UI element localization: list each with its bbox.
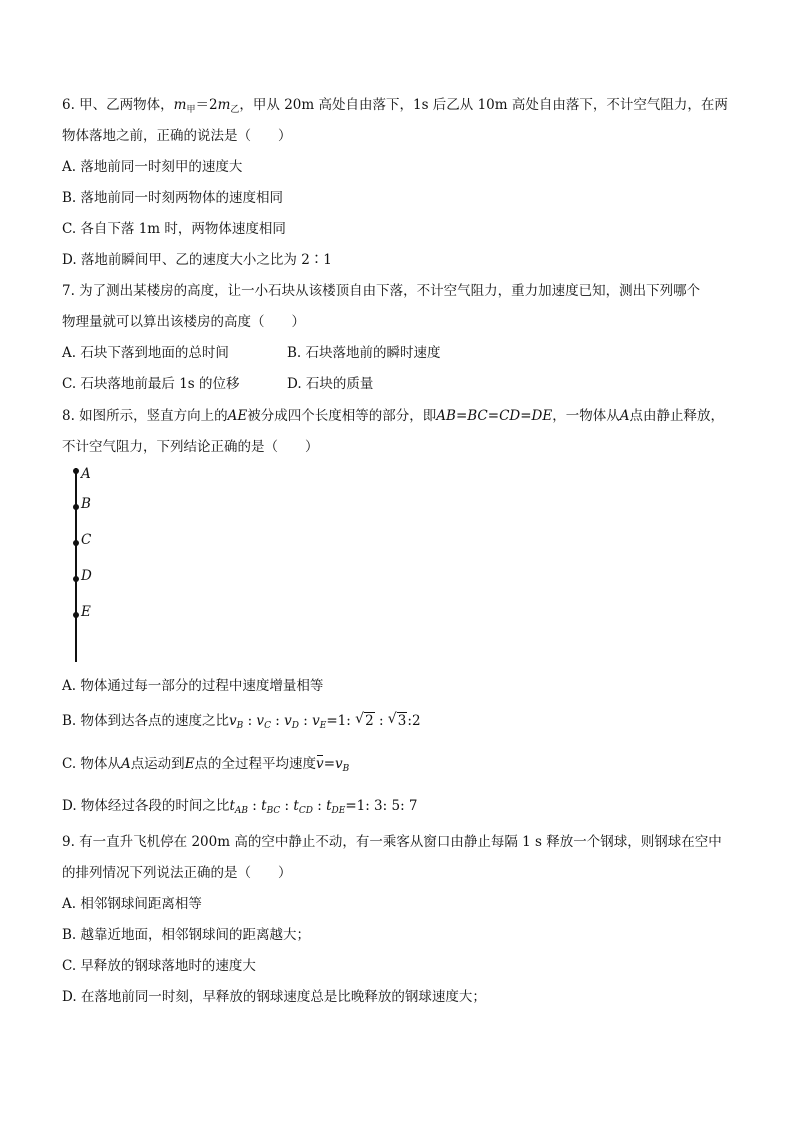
t-sub-de: DE: [331, 806, 346, 816]
q7-option-d: D. 石块的质量: [287, 376, 374, 392]
v-sub-c: C: [264, 721, 271, 731]
q8-option-d: [62, 797, 418, 817]
q8-point-label-e: E: [81, 604, 91, 620]
q8-point-label-b: B: [81, 496, 91, 512]
q8-option-d-ratio: =1: 3: 5: 7: [345, 798, 418, 814]
q6-stem-line1: [62, 96, 728, 116]
q8-option-c-text2: 点运动到: [130, 756, 185, 772]
q6-mass-sub-jia: 甲: [186, 105, 196, 115]
q7-stem-line1: 7. 为了测出某楼房的高度，让一小石块从该楼顶自由下落，不计空气阻力，重力加速度已知，测出下列哪个: [62, 283, 701, 299]
q8-stem-text-c: ，一物体从: [552, 408, 620, 424]
q8-option-c-text3: 点的全过程平均速度: [194, 756, 317, 772]
q8-figure-vertical-line: [60, 462, 120, 667]
v-sub-b: B: [342, 764, 350, 774]
q6-option-d: D. 落地前瞬间甲、乙的速度大小之比为 2∶1: [62, 252, 332, 268]
q8-option-d-formula: $t_{AB}$ : $t_{BC}$ : $t_{CD}$ : $t_{DE}=1$: 3: 5: 7: [229, 798, 418, 816]
q6-option-a: A. 落地前同一时刻甲的速度大: [62, 159, 243, 175]
q7-option-c: C. 石块落地前最后 1s 的位移: [62, 376, 240, 392]
q6-stem-line2: 物体落地之前，正确的说法是（ ）: [62, 128, 292, 144]
q8-option-d-text: D. 物体经过各段的时间之比: [62, 798, 230, 814]
q8-stem-text-b: 被分成四个长度相等的部分，即: [247, 408, 437, 424]
q8-option-b-ratio-end: :2: [407, 713, 421, 729]
q6-stem-text-b: ，甲从 20m 高处自由落下，1s 后乙从 10m 高处自由落下，不计空气阻力，在两: [239, 97, 728, 113]
v-symbol: v: [284, 713, 292, 729]
q8-option-b-text: B. 物体到达各点的速度之比: [62, 713, 230, 729]
q8-point-a: A: [619, 408, 630, 424]
sqrt-three-radicand: 3: [397, 713, 407, 729]
q8-point-dot-e: [73, 612, 79, 618]
q8-option-a: A. 物体通过每一部分的过程中速度增量相等: [62, 678, 324, 694]
q8-segment-ae: AE: [227, 408, 248, 424]
t-sub-cd: CD: [298, 806, 313, 816]
q9-option-a: A. 相邻钢球间距离相等: [62, 896, 202, 912]
q9-stem-line2: 的排列情况下列说法正确的是（ ）: [62, 865, 292, 881]
t-symbol: t: [293, 798, 299, 814]
sqrt-three: [388, 712, 408, 730]
v-symbol: v: [256, 713, 265, 729]
q6-mass-sub-yi: 乙: [230, 105, 240, 115]
q8-point-dot-a: [73, 468, 79, 474]
q8-point-dot-b: [73, 504, 79, 510]
q7-option-b: B. 石块落地前的瞬时速度: [287, 345, 441, 361]
t-symbol: t: [229, 798, 235, 814]
v-symbol: v: [312, 713, 320, 729]
q6-mass-symbol-2: m: [217, 97, 231, 113]
q7-options-row1: [62, 344, 441, 362]
q8-point-dot-d: [73, 576, 79, 582]
q8-stem-text-d: 点由静止释放，: [629, 408, 724, 424]
q9-stem-line1: 9. 有一直升飞机停在 200m 高的空中静止不动，有一乘客从窗口由静止每隔 1 s 释放一个钢球，则钢球在空中: [62, 834, 722, 850]
v-symbol: v: [335, 756, 343, 772]
q8-point-label-c: C: [81, 532, 92, 548]
q6-stem-text-a: 6. 甲、乙两物体，: [62, 97, 174, 113]
q7-options-row2: [62, 375, 374, 393]
q8-stem-line2: 不计空气阻力，下列结论正确的是（ ）: [62, 439, 319, 455]
q8-stem-line1: [62, 407, 724, 425]
q9-option-d: D. 在落地前同一时刻，早释放的钢球速度总是比晚释放的钢球速度大；: [62, 989, 486, 1005]
q6-option-c: C. 各自下落 1m 时，两物体速度相同: [62, 221, 286, 237]
q6-mass-eq: ＝2: [195, 97, 218, 113]
q8-option-c: [62, 755, 349, 775]
q8-option-b: [62, 712, 421, 732]
q8-option-b-ratio-start: =1:: [326, 713, 351, 729]
q8-point-label-a: A: [81, 466, 91, 482]
t-sub-ab: AB: [234, 806, 248, 816]
v-symbol: v: [229, 713, 237, 729]
q9-option-c: C. 早释放的钢球落地时的速度大: [62, 958, 256, 974]
average-velocity-symbol: v: [316, 756, 324, 772]
q8-equal-segments: AB=BC=CD=DE: [436, 408, 553, 424]
q8-option-c-point-e: E: [184, 756, 195, 772]
v-sub-d: D: [291, 721, 299, 731]
q7-option-a: A. 石块下落到地面的总时间: [62, 345, 229, 361]
v-sub-e: E: [319, 721, 327, 731]
sqrt-two-radicand: 2: [365, 713, 374, 729]
q6-option-b: B. 落地前同一时刻两物体的速度相同: [62, 190, 284, 206]
q8-stem-text-a: 8. 如图所示，竖直方向上的: [62, 408, 228, 424]
q8-option-c-text1: C. 物体从: [62, 756, 121, 772]
sqrt-two: [355, 712, 375, 730]
q9-option-b: B. 越靠近地面，相邻钢球间的距离越大；: [62, 927, 311, 943]
q7-stem-line2: 物理量就可以算出该楼房的高度（ ）: [62, 314, 305, 330]
q6-mass-symbol: m: [173, 97, 187, 113]
q8-option-c-point-a: A: [120, 756, 131, 772]
t-symbol: t: [261, 798, 267, 814]
q8-option-c-equals: =: [323, 756, 335, 772]
q8-point-label-d: D: [81, 568, 92, 584]
v-sub-b: B: [236, 721, 244, 731]
t-sub-bc: BC: [266, 806, 281, 816]
q8-option-b-formula: $v_B$ : $v_C$ : $v_D$ : $v_E=1$: √ 2 : √ 3:2: [229, 713, 421, 729]
t-symbol: t: [326, 798, 332, 814]
q8-point-dot-c: [73, 540, 79, 546]
q8-figure-axis: [75, 468, 77, 662]
